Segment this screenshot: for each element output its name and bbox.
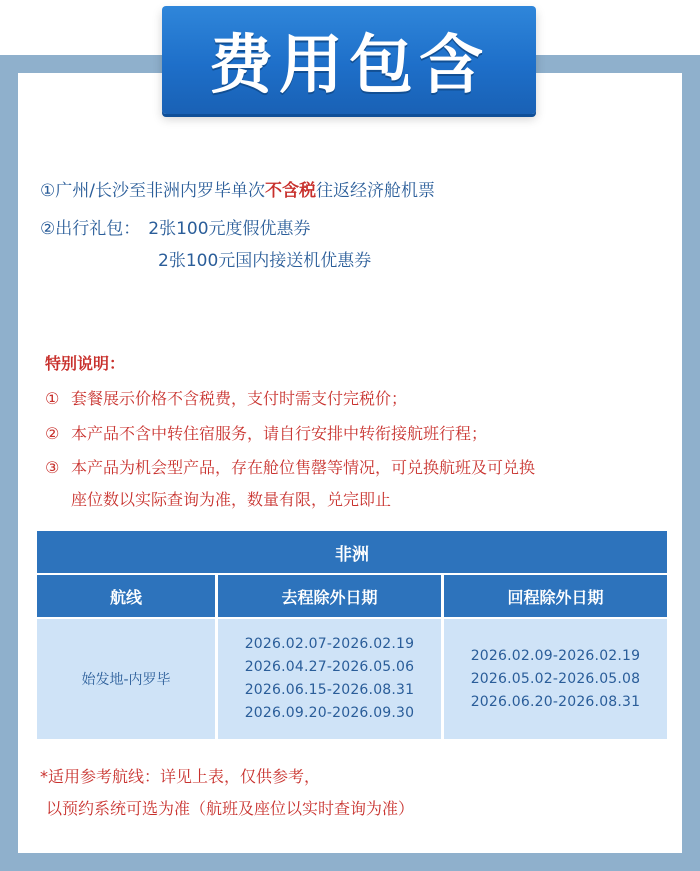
gift-line-2: 2张100元国内接送机优惠券 [158, 251, 372, 271]
inclusion-text-pre: 广州/长沙至非洲内罗毕单次 [55, 181, 265, 201]
inclusion-highlight: 不含税 [264, 181, 316, 201]
table-col-inbound: 回程除外日期 [444, 575, 667, 617]
table-cell-outbound [218, 619, 441, 739]
outbound-date-range: 2026.04.27-2026.05.06 [244, 659, 415, 675]
note-item-3 [45, 455, 535, 478]
note-text: 本产品为机会型产品，存在舱位售罄等情况，可兑换航班及可兑换 [71, 458, 536, 477]
inclusion-label: 出行礼包： [55, 219, 141, 239]
title-banner [162, 6, 536, 114]
inclusion-num: ① [40, 181, 56, 201]
inbound-date-range: 2026.05.02-2026.05.08 [470, 670, 641, 687]
exclusion-date-table [37, 531, 667, 739]
inclusion-item-gift [40, 214, 311, 239]
table-region-header: 非洲 [37, 531, 667, 573]
inbound-date-range: 2026.02.09-2026.02.19 [470, 647, 641, 664]
table-cell-route [37, 619, 215, 739]
footer-note-line-1: *适用参考航线：详见上表，仅供参考， [40, 767, 321, 786]
route-text: 始发地-内罗毕 [81, 672, 171, 688]
gift-line-1: 2张100元度假优惠券 [148, 219, 311, 239]
inbound-date-range: 2026.06.20-2026.08.31 [470, 693, 641, 710]
footer-note-line-2: 以预约系统可选为准（航班及座位以实时查询为准） [46, 799, 415, 818]
outbound-date-range: 2026.02.07-2026.02.19 [244, 636, 415, 652]
table-col-outbound: 去程除外日期 [218, 575, 441, 617]
outbound-date-range: 2026.06.15-2026.08.31 [244, 682, 415, 698]
note-text: 套餐展示价格不含税费，支付时需支付完税价； [71, 389, 408, 408]
note-num: ② [45, 424, 60, 443]
note-num: ③ [45, 458, 60, 477]
table-cell-inbound [444, 619, 667, 739]
inclusion-num: ② [40, 219, 56, 239]
table-col-route: 航线 [37, 575, 215, 617]
note-item-1 [45, 386, 407, 409]
note-item-2 [45, 421, 487, 444]
note-item-3-cont: 座位数以实际查询为准，数量有限，兑完即止 [71, 490, 392, 509]
note-text: 本产品不含中转住宿服务，请自行安排中转衔接航班行程； [71, 424, 488, 443]
note-num: ① [45, 389, 60, 408]
inclusion-item-flight [40, 176, 435, 201]
notes-title: 特别说明： [45, 354, 126, 373]
page-title: 费用包含 [209, 29, 489, 103]
outbound-date-range: 2026.09.20-2026.09.30 [244, 705, 415, 721]
inclusion-text-post: 往返经济舱机票 [315, 181, 435, 201]
